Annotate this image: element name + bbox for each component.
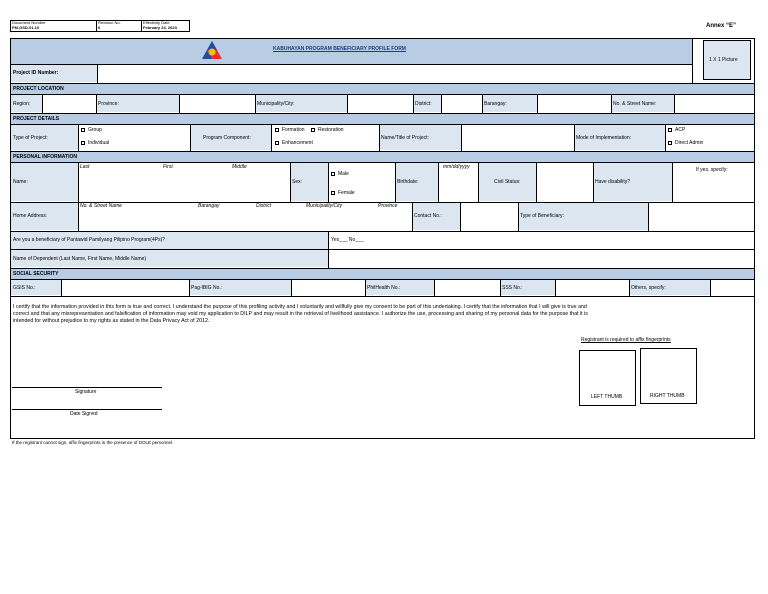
revision-value: 0: [98, 25, 101, 30]
fourps-answer[interactable]: Yes___ No___: [331, 237, 364, 243]
name-field[interactable]: [79, 171, 289, 201]
type-option-group: Group: [88, 127, 102, 133]
section-project-details: PROJECT DETAILS: [13, 116, 60, 122]
project-name-label: Name/Title of Project:: [381, 135, 429, 141]
sex-option-female: Female: [338, 190, 355, 196]
if-yes-label: If yes, specify:: [696, 167, 728, 173]
dole-logo: [201, 40, 223, 60]
sex-label: Sex:: [292, 179, 303, 185]
checkbox-formation[interactable]: [275, 128, 279, 132]
others-field[interactable]: [711, 280, 754, 295]
home-address-field[interactable]: [79, 210, 411, 230]
annex-label: Annex “E”: [706, 23, 737, 29]
address-sub-street: No. & Street Name: [80, 203, 122, 209]
name-sub-first: First: [163, 164, 173, 170]
date-signed-line[interactable]: [12, 409, 162, 410]
mode-option-direct-admin: Direct Admin: [675, 140, 704, 146]
checkbox-female[interactable]: [331, 191, 335, 195]
disability-specify-field[interactable]: [673, 174, 754, 201]
component-option-restoration: Restoration: [318, 127, 344, 133]
checkbox-acp[interactable]: [668, 128, 672, 132]
gsis-field[interactable]: [62, 280, 188, 295]
address-sub-municipality: Municipality/City: [306, 203, 343, 209]
pagibig-label: Pag-IBIG No.:: [191, 285, 223, 291]
name-sub-last: Last: [80, 164, 90, 170]
certification-line-1: I certify that the information provided in this form is true and correct. I understand the purpose of this profiling activity and I voluntarily and willfully give my consent to be part of this undertaking. I certify that the information that I will give is true and: [13, 304, 587, 310]
contact-no-label: Contact No.:: [414, 213, 442, 219]
district-label: District:: [415, 101, 432, 107]
home-address-label: Home Address:: [13, 213, 48, 219]
others-label: Others, specify:: [631, 285, 666, 291]
doc-number-value: FM-OSD-01.10: [12, 25, 40, 30]
checkbox-enhancement[interactable]: [275, 141, 279, 145]
contact-no-field[interactable]: [461, 203, 517, 230]
certification-line-3: intended for without prejudice to my rights as stated in the Data Privacy Act of 2012.: [13, 318, 210, 324]
photo-label: 1 X 1 Picture: [709, 57, 738, 63]
name-label: Name:: [13, 179, 28, 185]
street-label: No. & Street Name:: [613, 101, 657, 107]
beneficiary-type-label: Type of Beneficiary:: [520, 213, 564, 219]
gsis-label: GSIS No.:: [13, 285, 36, 291]
fourps-question: Are you a beneficiary of Pantawid Pamilyang Pilipino Program(4Ps)?: [13, 237, 166, 243]
certification-line-2: correct and that any misrepresentation and falsification of information may void my application to DILP and may result in the retrieval of livelihood assistance. I authorize the use, processing and sharing of my personal data for the purpose that it is: [13, 311, 588, 317]
sss-label: SSS No.:: [502, 285, 523, 291]
component-option-enhancement: Enhancement: [282, 140, 313, 146]
philhealth-label: PhilHealth No.:: [367, 285, 401, 291]
type-of-project-label: Type of Project:: [13, 135, 48, 141]
signature-label: Signature: [75, 389, 97, 395]
mode-option-acp: ACP: [675, 127, 686, 133]
disability-label: Have disability?: [595, 179, 631, 185]
province-field[interactable]: [180, 95, 254, 112]
address-sub-district: District: [256, 203, 272, 209]
footer-note: If the registrant cannot sign, affix fingerprints in the presence of DOLE personnel.: [12, 440, 174, 445]
address-sub-province: Province: [378, 203, 398, 209]
sex-option-male: Male: [338, 171, 349, 177]
barangay-field[interactable]: [538, 95, 610, 112]
checkbox-group[interactable]: [81, 128, 85, 132]
beneficiary-type-field[interactable]: [649, 203, 754, 230]
pagibig-field[interactable]: [292, 280, 364, 295]
province-label: Province:: [98, 101, 119, 107]
date-signed-label: Date Signed: [70, 411, 98, 417]
doc-number-label: Document Number: [12, 20, 46, 25]
checkbox-individual[interactable]: [81, 141, 85, 145]
left-thumb-label: LEFT THUMB: [591, 394, 623, 400]
district-field[interactable]: [442, 95, 481, 112]
municipality-label: Municipality/City:: [257, 101, 295, 107]
checkbox-male[interactable]: [331, 172, 335, 176]
right-thumb-label: RIGHT THUMB: [650, 393, 685, 399]
fingerprint-note: Registrant is required to affix fingerprints: [581, 337, 671, 343]
effectivity-value: February 23, 2023: [143, 25, 177, 30]
checkbox-direct-admin[interactable]: [668, 141, 672, 145]
section-personal-information: PERSONAL INFORMATION: [13, 154, 77, 160]
sss-field[interactable]: [556, 280, 628, 295]
project-id-label: Project ID Number:: [13, 70, 59, 76]
dependent-label: Name of Dependent (Last Name, First Name, Middle Name): [13, 256, 147, 262]
program-component-label: Program Component:: [203, 135, 251, 141]
project-id-field[interactable]: [98, 65, 691, 82]
form-title: KABUHAYAN PROGRAM BENEFICIARY PROFILE FORM: [273, 46, 406, 52]
checkbox-restoration[interactable]: [311, 128, 315, 132]
birthdate-format: mm/dd/yyyy: [443, 164, 470, 170]
effectivity-label: Effectivity Date: [143, 20, 170, 25]
type-option-individual: Individual: [88, 140, 110, 146]
mode-of-implementation-label: Mode of Implementation:: [576, 135, 632, 141]
philhealth-field[interactable]: [435, 280, 499, 295]
signature-line[interactable]: [12, 387, 162, 388]
birthdate-field[interactable]: [439, 171, 477, 201]
section-project-location: PROJECT LOCATION: [13, 86, 64, 92]
address-sub-barangay: Barangay: [198, 203, 220, 209]
birthdate-label: Birthdate:: [397, 179, 419, 185]
region-label: Region:: [13, 101, 31, 107]
section-social-security: SOCIAL SECURITY: [13, 271, 59, 277]
revision-label: Revision No.: [98, 20, 121, 25]
component-option-formation: Formation: [282, 127, 305, 133]
street-field[interactable]: [675, 95, 754, 112]
civil-status-field[interactable]: [537, 163, 592, 201]
region-field[interactable]: [43, 95, 95, 112]
civil-status-label: Civil Status:: [494, 179, 521, 185]
municipality-field[interactable]: [348, 95, 412, 112]
project-name-field[interactable]: [462, 125, 573, 150]
barangay-label: Barangay:: [484, 101, 507, 107]
name-sub-middle: Middle: [232, 164, 247, 170]
dependent-field[interactable]: [329, 250, 754, 267]
